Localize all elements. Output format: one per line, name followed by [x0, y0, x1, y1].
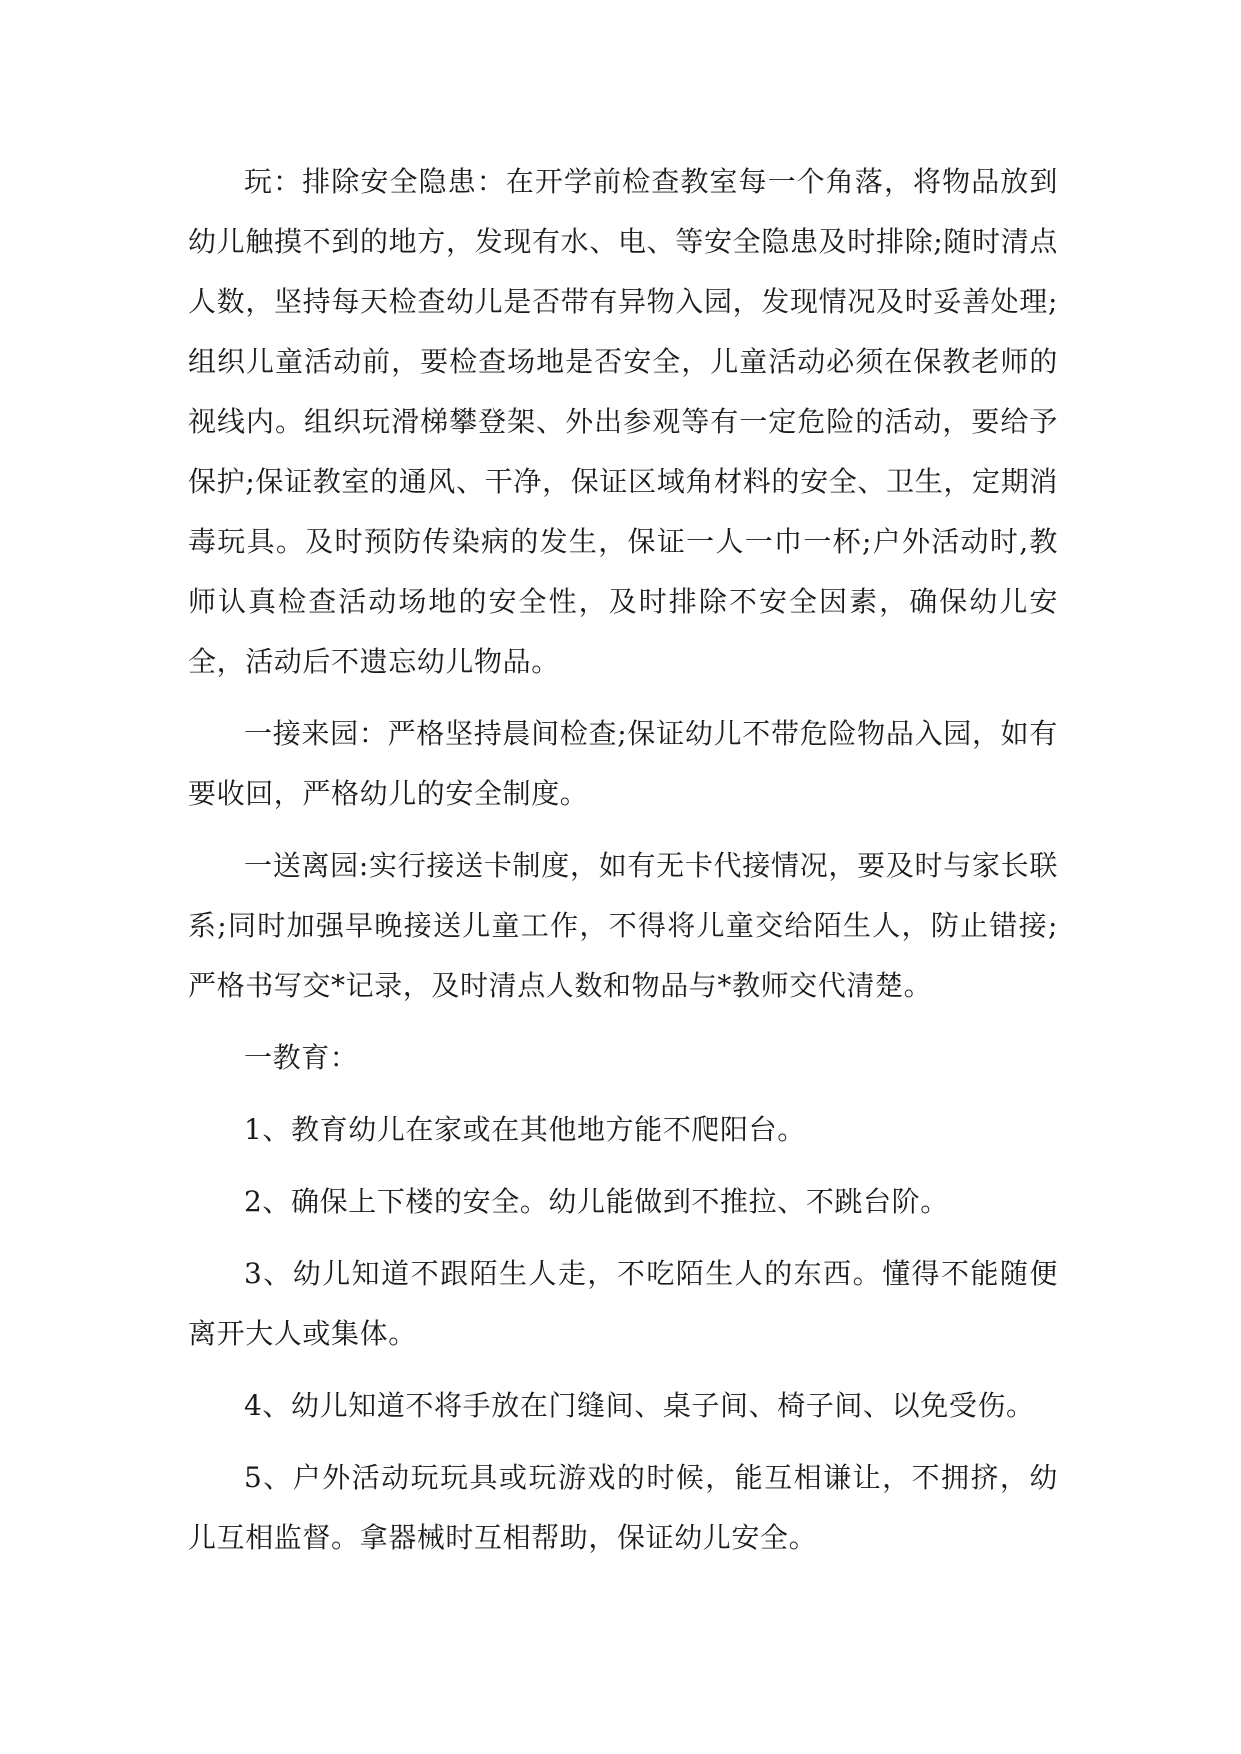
- paragraph-departure: 一送离园:实行接送卡制度，如有无卡代接情况，要及时与家长联系;同时加强早晚接送儿童工作，不得将儿童交给陌生人，防止错接;严格书写交*记录，及时清点人数和物品与*教师交代清楚。: [188, 849, 1058, 1002]
- document-body: [188, 152, 1058, 1580]
- paragraph-education-heading: 一教育：: [244, 1041, 359, 1074]
- list-item-education-1: 1、教育幼儿在家或在其他地方能不爬阳台。: [244, 1113, 806, 1146]
- paragraph-safety-hazards: 玩：排除安全隐患：在开学前检查教室每一个角落，将物品放到幼儿触摸不到的地方，发现有水、电、等安全隐患及时排除;随时清点人数，坚持每天检查幼儿是否带有异物入园，发现情况及时妥善处理;组织儿童活动前，要检查场地是否安全，儿童活动必须在保教老师的视线内。组织玩滑梯攀登架、外出参观等有一定危险的活动，要给予保护;保证教室的通风、干净，保证区域角材料的安全、卫生，定期消毒玩具。及时预防传染病的发生，保证一人一巾一杯;户外活动时,教师认真检查活动场地的安全性，及时排除不安全因素，确保幼儿安全，活动后不遗忘幼儿物品。: [188, 165, 1058, 678]
- list-item-education-5: 5、户外活动玩玩具或玩游戏的时候，能互相谦让，不拥挤，幼儿互相监督。拿器械时互相帮助，保证幼儿安全。: [188, 1461, 1058, 1554]
- list-item-education-4: 4、幼儿知道不将手放在门缝间、桌子间、椅子间、以免受伤。: [244, 1389, 1035, 1422]
- list-item-education-2: 2、确保上下楼的安全。幼儿能做到不推拉、不跳台阶。: [244, 1185, 949, 1218]
- list-item-education-3: 3、幼儿知道不跟陌生人走，不吃陌生人的东西。懂得不能随便离开大人或集体。: [188, 1257, 1058, 1350]
- paragraph-arrival: 一接来园：严格坚持晨间检查;保证幼儿不带危险物品入园，如有要收回，严格幼儿的安全制度。: [188, 717, 1058, 810]
